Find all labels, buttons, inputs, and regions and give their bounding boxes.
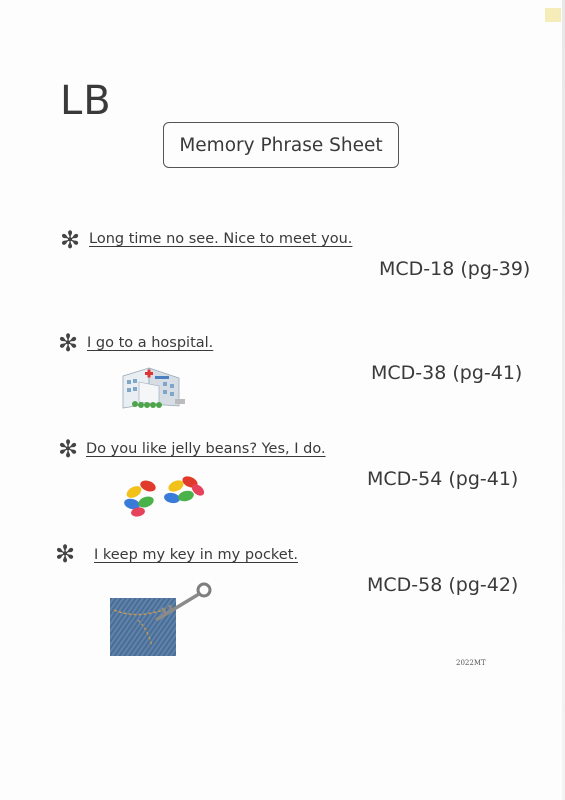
hospital-building-picture: [113, 364, 189, 412]
credit-label: 2022MT: [456, 659, 486, 667]
jelly-beans-picture: [122, 472, 210, 520]
title-box: [163, 122, 399, 168]
phrase-text: I go to a hospital.: [87, 335, 214, 351]
sheet-title: Memory Phrase Sheet: [179, 134, 383, 156]
phrase-code: MCD-18 (pg-39): [379, 258, 531, 280]
bullet-asterisk: ✻: [58, 329, 79, 357]
phrase-text: I keep my key in my pocket.: [94, 547, 299, 563]
phrase-code: MCD-54 (pg-41): [367, 468, 519, 490]
bullet-asterisk: ✻: [60, 226, 81, 254]
bullet-asterisk: ✻: [55, 540, 76, 568]
bullet-asterisk: ✻: [58, 435, 79, 463]
phrase-code: MCD-58 (pg-42): [367, 574, 519, 596]
phrase-code: MCD-38 (pg-41): [371, 362, 523, 384]
key-in-pocket-picture: [108, 580, 212, 658]
phrase-text: Do you like jelly beans? Yes, I do.: [86, 441, 326, 457]
phrase-text: Long time no see. Nice to meet you.: [89, 231, 353, 247]
level-label: LB: [60, 78, 112, 124]
tape-mark: [545, 8, 561, 22]
